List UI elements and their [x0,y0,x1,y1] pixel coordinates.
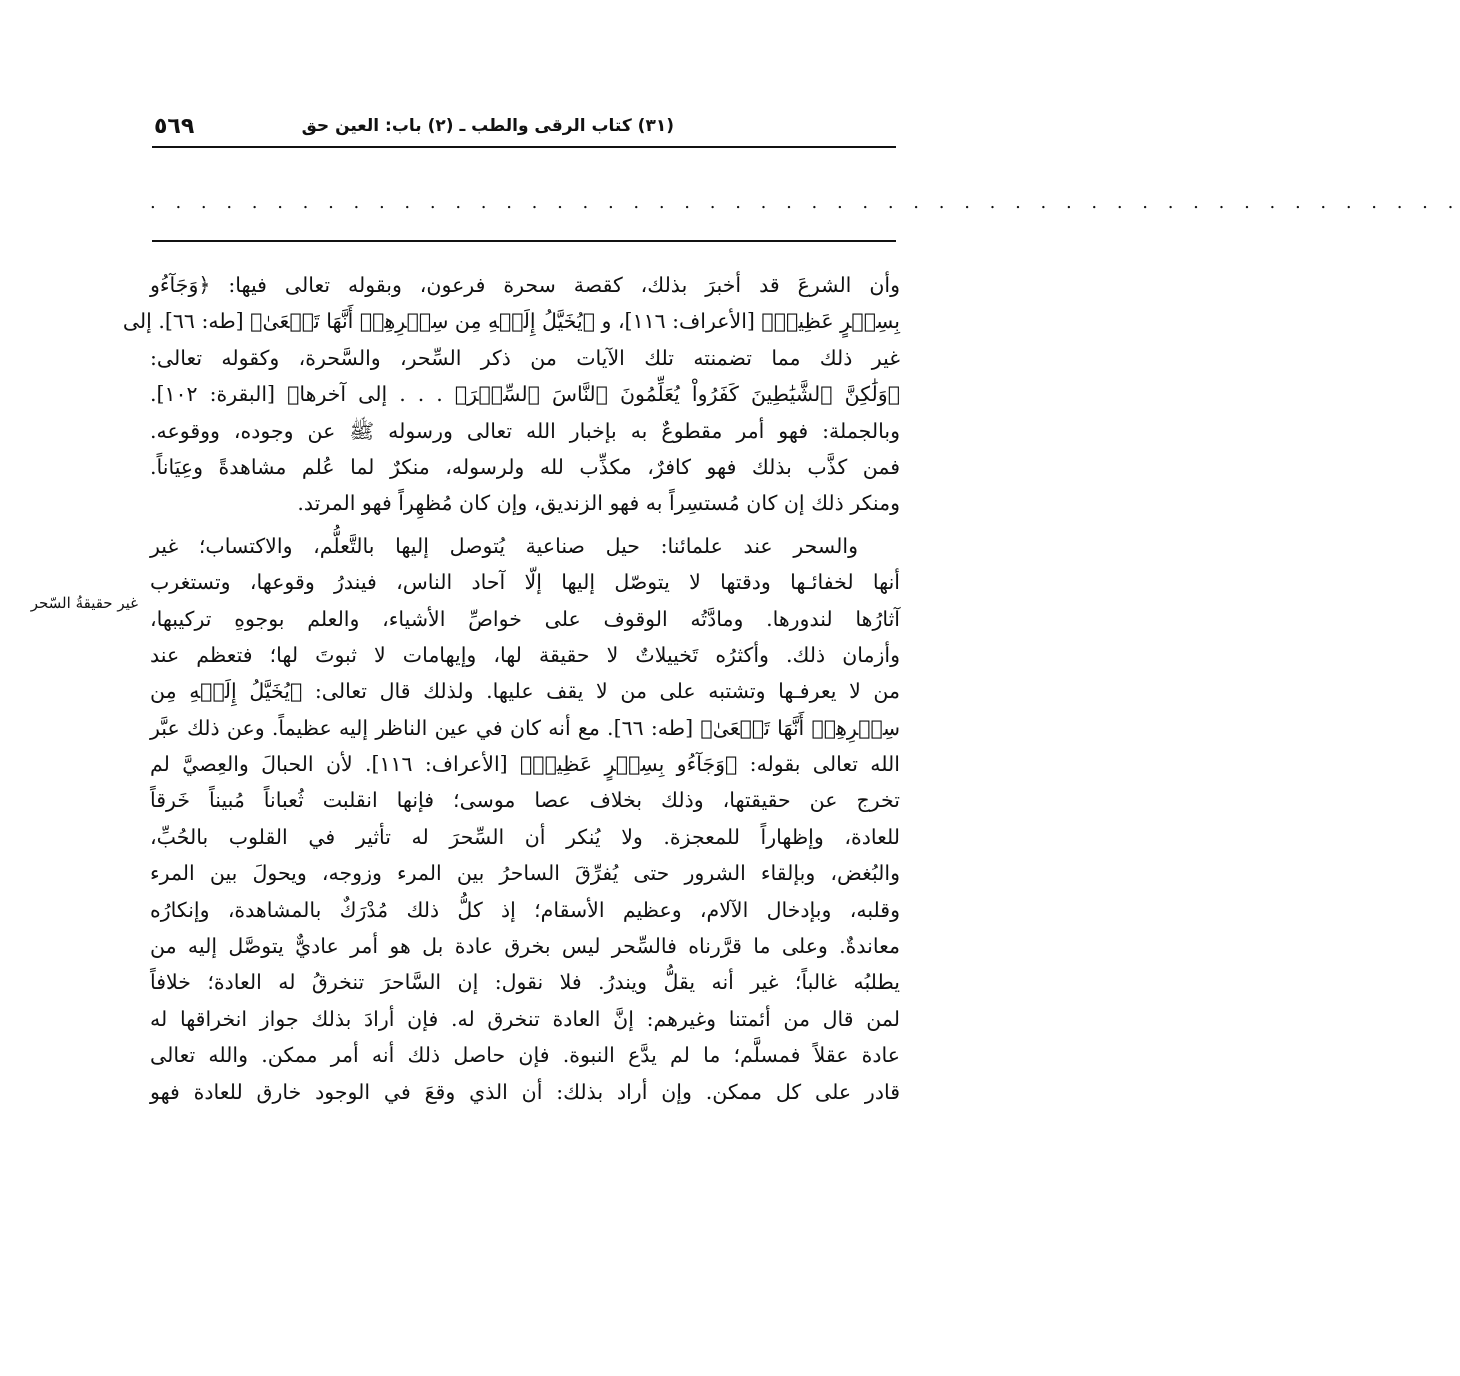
margin-note: غير حقيقةُ السّحر [30,594,138,612]
text-line: فمن كذَّب بذلك فهو كافرٌ، مكذِّب لله ولرسوله، منكرٌ لما عُلم مشاهدةً وعِيَاناً. [150,454,900,479]
text-line: ﴿وَلَٰكِنَّ ٱلشَّيَٰطِينَ كَفَرُواْ يُعَلِّمُونَ ٱلنَّاسَ ٱلسِّحۡرَ﴾ . . . إلى آخرها﴾ [البقرة: ١٠٢]. [150,382,900,407]
running-title: (٣١) كتاب الرقى والطب ـ (٢) باب: العين حق [301,116,674,136]
page-header [152,110,896,148]
dotted-separator: . . . . . . . . . . . . . . . . . . . . . . . . . . . . . . . . . . . . . . . . . . . . . . . . . . . . [150,192,1460,213]
body-text [122,268,901,1111]
text-line: يطلبُه غالباً؛ غير أنه يقلُّ ويندرُ. فلا نقول: إن السَّاحرَ تنخرقُ له العادة؛ خلافاً [150,970,900,995]
text-line: وقلبه، وبإدخال الآلام، وعظيم الأسقام؛ إذ كلُّ ذلك مُدْرَكٌ بالمشاهدة، وإنكارُه [150,897,900,922]
text-line: الله تعالى بقوله: ﴿وَجَآءُو بِسِحۡرٍ عَظِيمٖ﴾ [الأعراف: ١١٦]. لأن الحبالَ والعِصيَّ لم [150,752,901,777]
text-line: والبُغض، وبإلقاء الشرور حتى يُفرِّقَ الساحرُ بين المرء وزوجه، ويحولَ بين المرء [150,861,900,886]
paragraph-1 [122,268,900,523]
text-line: من لا يعرفـها وتشتبه على من لا يقف عليها. ولذلك قال تعالى: ﴿يُخَيَّلُ إِلَيۡهِ مِن [150,679,900,704]
text-line: قادر على كل ممكن. وإن أراد بذلك: أن الذي وقعَ في الوجود خارق للعادة فهو [150,1079,900,1104]
paragraph-2 [150,529,900,1111]
text-line: غير ذلك مما تضمنته تلك الآيات من ذكر السِّحر، والسَّحرة، وكقوله تعالى: [150,345,900,370]
text-line: والسحر عند علمائنا: حيل صناعية يُتوصل إليها بالتَّعلُّم، والاكتساب؛ غير [150,533,858,558]
text-line: عادة عقلاً فمسلَّم؛ ما لم يدَّع النبوة. فإن حاصل ذلك أنه أمر ممكن. والله تعالى [150,1043,900,1068]
text-line: لمن قال من أئمتنا وغيرهم: إنَّ العادة تنخرق له. فإن أرادَ بذلك جواز انخراقها له [150,1006,900,1031]
text-line: وأن الشرعَ قد أخبرَ بذلك، كقصة سحرة فرعون، وبقوله تعالى فيها: ﴿وَجَآءُو [150,273,900,297]
text-line: تخرج عن حقيقتها، وذلك بخلاف عصا موسى؛ فإنها انقلبت ثُعباناً مُبيناً خَرقاً [150,788,900,813]
text-line: وأزمان ذلك. وأكثرُه تَخييلاتٌ لا حقيقة لها، وإيهامات لا ثبوتَ لها؛ فتعظم عند [150,642,900,667]
horizontal-rule [152,240,896,242]
text-line: للعادة، وإظهاراً للمعجزة. ولا يُنكر أن السِّحرَ له تأثير في القلوب بالحُبِّ، [150,824,900,849]
page-number: ٥٦٩ [154,114,195,139]
text-line: وبالجملة: فهو أمر مقطوعٌ به بإخبار الله تعالى ورسوله ﷺ عن وجوده، ووقوعه. [150,418,900,443]
text-line: أنها لخفائـها ودقتها لا يتوصّل إليها إلّا آحاد الناس، فيندرُ وقوعها، وتستغرب [150,570,900,595]
text-line: ومنكر ذلك إن كان مُستسِراً به فهو الزنديق، وإن كان مُظهِراً فهو المرتد. [297,491,900,516]
text-line: آثارُها لندورها. ومادَّتُه الوقوف على خواصِّ الأشياء، والعلم بوجوهِ تركيبها، [150,606,900,631]
text-line: معاندةٌ. وعلى ما قرَّرناه فالسِّحر ليس بخرق عادة بل هو أمر عاديٌّ يتوصَّل إليه من [150,934,900,959]
text-line: بِسِحۡرٍ عَظِيمٖ﴾ [الأعراف: ١١٦]، و ﴿يُخَيَّلُ إِلَيۡهِ مِن سِحۡرِهِمۡ أَنَّهَا تَسۡعَىٰ﴾ [طه: ٦٦]. إلى [122,309,900,334]
text-line: سِحۡرِهِمۡ أَنَّهَا تَسۡعَىٰ﴾ [طه: ٦٦]. مع أنه كان في عين الناظر إليه عظيماً. وعن ذلك عبَّر [150,715,900,740]
